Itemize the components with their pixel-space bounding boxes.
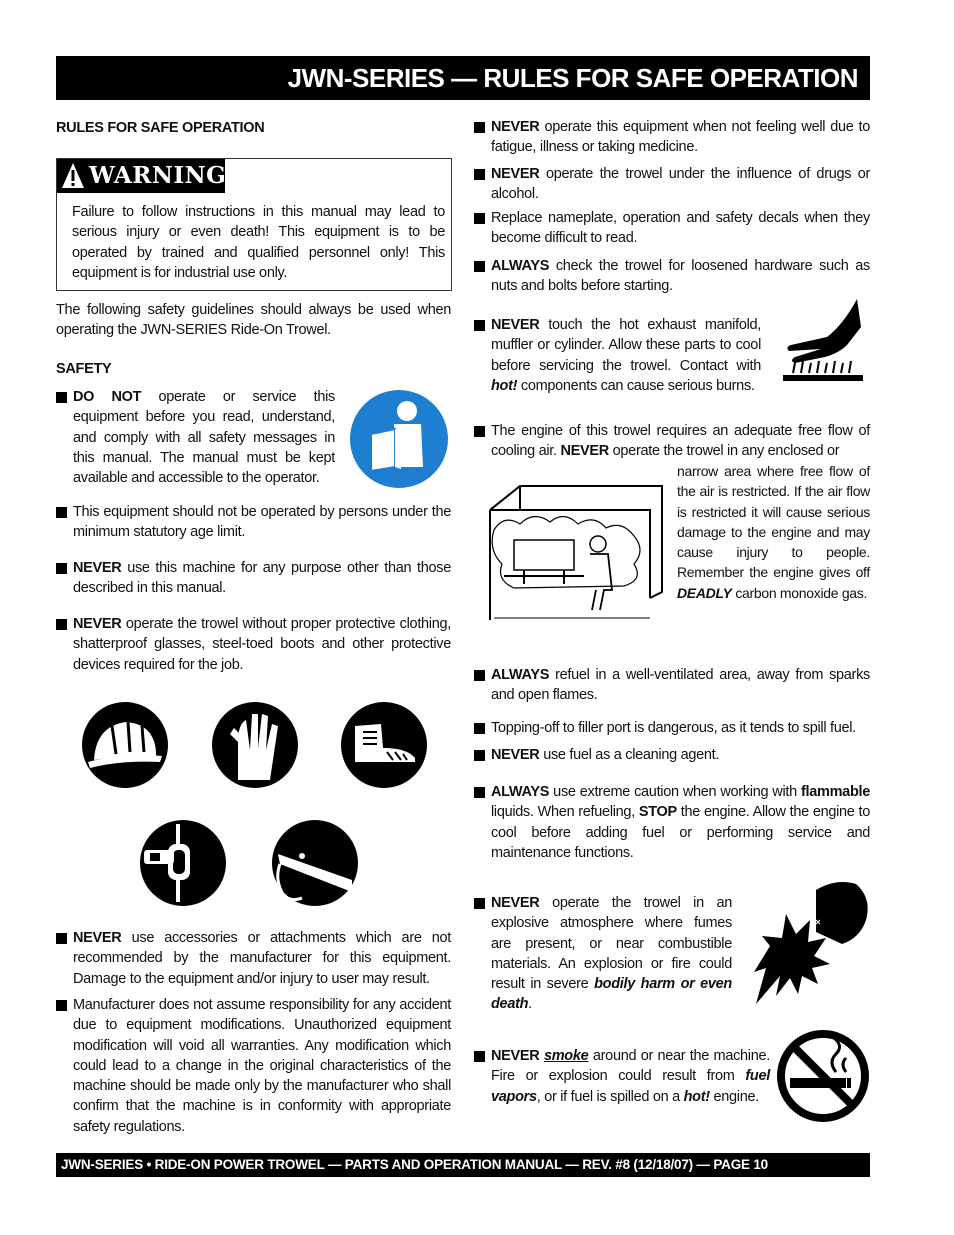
list-item: NEVER operate the trowel without proper protective clothing, shatterproof glasses, steel-toed boots and other protective devices required for the job.	[56, 614, 451, 675]
page-title: JWN-SERIES — RULES FOR SAFE OPERATION	[287, 63, 858, 93]
list-item: NEVER operate this equipment when not feeling well due to fatigue, illness or taking medicine.	[474, 117, 870, 158]
safety-boot-icon	[341, 702, 427, 788]
gloves-icon	[212, 702, 298, 788]
list-item-explosive: NEVER operate the trowel in an explosive atmosphere where fumes are present, or near combustible materials. An explosion or fire could result in severe bodily harm or even death.	[474, 893, 732, 1015]
safety-heading: SAFETY	[56, 361, 112, 377]
list-item: NEVER operate the trowel under the influence of drugs or alcohol.	[474, 164, 870, 205]
bullet-square	[474, 670, 485, 681]
header-bar	[56, 56, 870, 100]
read-manual-icon	[349, 389, 449, 489]
list-item-flammable: ALWAYS use extreme caution when working with flammable liquids. When refueling, STOP the engine. Allow the engine to cool before adding fuel or performing service and maintenance functions.	[474, 782, 870, 863]
footer-bar	[56, 1153, 870, 1177]
bullet-square	[474, 213, 485, 224]
hot-surface-hand-icon	[781, 297, 863, 383]
bullet-square	[474, 750, 485, 761]
list-item-smoking: NEVER smoke around or near the machine. Fire or explosion could result from fuel vapors, or if fuel is spilled on a hot! engine.	[474, 1046, 770, 1107]
bullet-square	[474, 169, 485, 180]
intro-paragraph: The following safety guidelines should always be used when operating the JWN-SERIES Ride-On Trowel.	[56, 302, 451, 339]
explosion-icon	[752, 876, 870, 1006]
list-item: ALWAYS refuel in a well-ventilated area, away from sparks and open flames.	[474, 665, 870, 706]
list-item: NEVER use this machine for any purpose other than those described in this manual.	[56, 558, 451, 599]
bullet-square	[56, 619, 67, 630]
list-item: Replace nameplate, operation and safety decals when they become difficult to read.	[474, 208, 870, 249]
warning-box	[56, 158, 452, 291]
warning-label-tag	[57, 159, 225, 193]
hard-hat-icon	[82, 702, 168, 788]
list-item: ALWAYS check the trowel for loosened hardware such as nuts and bolts before starting.	[474, 256, 870, 297]
bullet-square	[56, 392, 67, 403]
face-shield-icon	[272, 820, 358, 906]
warning-label: WARNING	[89, 162, 227, 189]
enclosed-area-illustration	[474, 480, 664, 622]
list-item: Manufacturer does not assume responsibility for any accident due to equipment modifications. Unauthorized equipment modification will void all warranties. Any modification which could lead to a change in the original characteristics of the machine should be made only by the manufacturer who shall confirm that the machine is in conformity with appropriate safety regulations.	[56, 995, 451, 1137]
list-item-hot-surfaces: NEVER touch the hot exhaust manifold, muffler or cylinder. Allow these parts to cool before servicing the trowel. Contact with hot! components can cause serious burns.	[474, 315, 761, 396]
bullet-square	[56, 507, 67, 518]
bullet-square	[474, 426, 485, 437]
list-item: Topping-off to filler port is dangerous, as it tends to spill fuel.	[474, 718, 870, 738]
bullet-square	[474, 261, 485, 272]
bullet-square	[474, 723, 485, 734]
section-title: RULES FOR SAFE OPERATION	[56, 120, 265, 136]
bullet-square	[474, 320, 485, 331]
bullet-square	[56, 933, 67, 944]
list-item-cooling-air: The engine of this trowel requires an adequate free flow of cooling air. NEVER operate the trowel in any enclosed or	[474, 421, 870, 462]
bullet-square	[56, 1000, 67, 1011]
warning-text: Failure to follow instructions in this manual may lead to serious injury or even death! This equipment is to be operated by trained and qualified personnel only! This equipment is for industrial use only.	[72, 204, 445, 281]
list-item: DO NOT operate or service this equipment before you read, understand, and comply with all safety messages in this manual. The manual must be kept available and accessible to the operator.	[56, 387, 335, 488]
cooling-air-continued: narrow area where free flow of the air is restricted. If the air flow is restricted it will cause serious damage to the engine and may cause injury to people. Remember the engine gives off DEADLY carbon monoxide gas.	[677, 463, 870, 601]
warning-triangle-icon	[61, 162, 85, 189]
bullet-square	[474, 122, 485, 133]
list-item: NEVER use fuel as a cleaning agent.	[474, 745, 870, 765]
list-item: This equipment should not be operated by persons under the minimum statutory age limit.	[56, 502, 451, 543]
bullet-square	[474, 898, 485, 909]
footer-text: JWN-SERIES • RIDE-ON POWER TROWEL — PARTS AND OPERATION MANUAL — REV. #8 (12/18/07) — PAGE 10	[61, 1157, 768, 1172]
ear-protection-icon	[140, 820, 226, 906]
bullet-square	[474, 1051, 485, 1062]
bullet-square	[474, 787, 485, 798]
no-smoking-icon	[776, 1028, 870, 1124]
list-item: NEVER use accessories or attachments which are not recommended by the manufacturer for this equipment. Damage to the equipment and/or injury to user may result.	[56, 928, 451, 989]
bullet-square	[56, 563, 67, 574]
